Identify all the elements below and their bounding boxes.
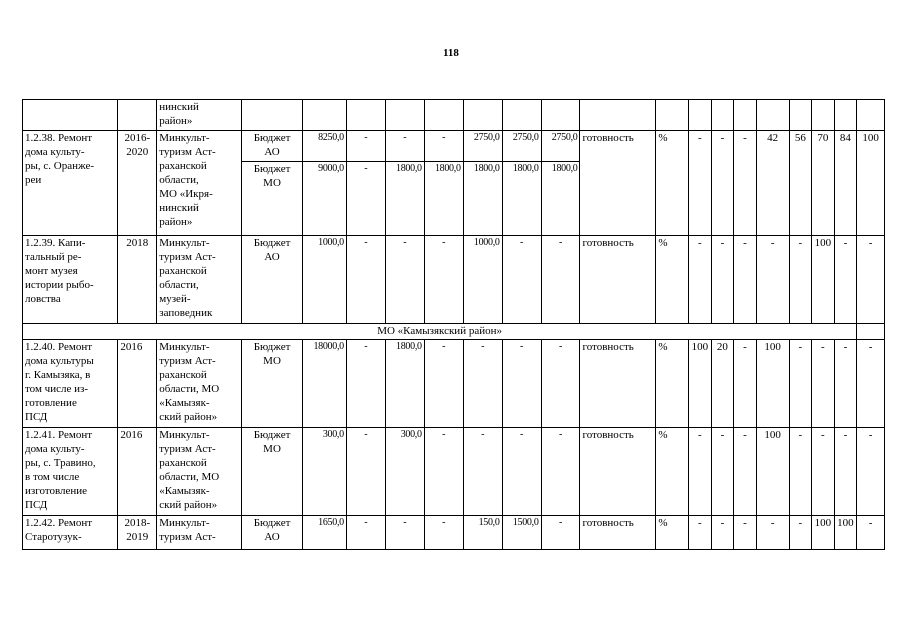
target-value: - <box>756 516 789 550</box>
target-value: - <box>812 340 835 428</box>
year-value: - <box>541 340 580 428</box>
target-value: - <box>789 340 812 428</box>
target-value: 100 <box>689 340 712 428</box>
target-value: 20 <box>711 340 734 428</box>
table-row-1-2-42 <box>23 516 885 550</box>
unit-cell: % <box>656 340 689 428</box>
indicator-cell: готовность <box>580 236 656 324</box>
unit-cell: % <box>656 236 689 324</box>
target-value: 100 <box>756 340 789 428</box>
year-value: - <box>541 516 580 550</box>
unit-cell: % <box>656 131 689 236</box>
target-value: - <box>857 428 885 516</box>
total-cell: 8250,0 <box>302 131 346 162</box>
years-cell: 2016 <box>118 340 157 428</box>
year-value: 2750,0 <box>502 131 541 162</box>
target-value: 70 <box>812 131 835 236</box>
table-row-1-2-39 <box>23 236 885 324</box>
year-value: - <box>541 236 580 324</box>
funding-source: Бюджет МО <box>242 162 302 236</box>
total-cell: 18000,0 <box>302 340 346 428</box>
target-value: - <box>857 516 885 550</box>
year-value: 150,0 <box>463 516 502 550</box>
target-value: - <box>834 340 857 428</box>
activity-name: 1.2.39. Капи- тальный ре- монт музея истории рыбо- ловства <box>23 236 118 324</box>
executor-cell: Минкульт- туризм Аст- раханской области, музей- заповедник <box>157 236 242 324</box>
year-value: - <box>385 236 424 324</box>
table-row-1-2-38 <box>23 131 885 162</box>
year-value: 2750,0 <box>463 131 502 162</box>
executor-cell: Минкульт- туризм Аст- <box>157 516 242 550</box>
year-value: 1800,0 <box>385 162 424 236</box>
target-value: - <box>689 131 712 236</box>
target-value: - <box>689 428 712 516</box>
target-value: 100 <box>812 236 835 324</box>
year-value: - <box>385 131 424 162</box>
year-value: - <box>346 428 385 516</box>
target-value: - <box>734 516 757 550</box>
year-value: - <box>541 428 580 516</box>
target-value: - <box>734 236 757 324</box>
program-table <box>22 99 885 550</box>
activity-name: 1.2.42. Ремонт Старотузук- <box>23 516 118 550</box>
total-cell: 300,0 <box>302 428 346 516</box>
activity-name: 1.2.40. Ремонт дома культуры г. Камызяка, в том числе из- готовление ПСД <box>23 340 118 428</box>
year-value: - <box>502 236 541 324</box>
section-header-row <box>23 324 885 340</box>
year-value: - <box>502 428 541 516</box>
target-value: 56 <box>789 131 812 236</box>
target-value: 100 <box>834 516 857 550</box>
funding-source: Бюджет АО <box>242 131 302 162</box>
year-value: - <box>346 236 385 324</box>
target-value: 100 <box>756 428 789 516</box>
table-row-continuation <box>23 100 885 131</box>
target-value: - <box>857 340 885 428</box>
year-value: - <box>346 131 385 162</box>
target-value: - <box>734 131 757 236</box>
year-value: 2750,0 <box>541 131 580 162</box>
year-value: - <box>424 236 463 324</box>
target-value: - <box>834 236 857 324</box>
years-cell: 2018 <box>118 236 157 324</box>
target-value: - <box>711 131 734 236</box>
indicator-cell: готовность <box>580 516 656 550</box>
year-value: - <box>502 340 541 428</box>
total-cell: 9000,0 <box>302 162 346 236</box>
year-value: - <box>424 131 463 162</box>
target-value: - <box>756 236 789 324</box>
target-value: 100 <box>857 131 885 236</box>
year-value: 300,0 <box>385 428 424 516</box>
target-value: - <box>834 428 857 516</box>
target-value: - <box>789 236 812 324</box>
year-value: 1000,0 <box>463 236 502 324</box>
executor-cell: Минкульт- туризм Аст- раханской области, МО «Камызяк- ский район» <box>157 340 242 428</box>
activity-name: 1.2.41. Ремонт дома культу- ры, с. Травино, в том числе изготовление ПСД <box>23 428 118 516</box>
year-value: - <box>346 516 385 550</box>
target-value: - <box>711 428 734 516</box>
table-row-1-2-40 <box>23 340 885 428</box>
activity-name: 1.2.38. Ремонт дома культу- ры, с. Оранже- реи <box>23 131 118 236</box>
section-title: МО «Камызякский район» <box>23 324 857 340</box>
year-value: - <box>424 428 463 516</box>
indicator-cell: готовность <box>580 340 656 428</box>
target-value: - <box>789 428 812 516</box>
unit-cell: % <box>656 428 689 516</box>
total-cell: 1000,0 <box>302 236 346 324</box>
target-value: 84 <box>834 131 857 236</box>
target-value: - <box>689 516 712 550</box>
executor-cell: нинский район» <box>157 100 242 131</box>
target-value: - <box>689 236 712 324</box>
table-row-1-2-41 <box>23 428 885 516</box>
target-value: - <box>734 340 757 428</box>
executor-cell: Минкульт- туризм Аст- раханской области, МО «Икря- нинский район» <box>157 131 242 236</box>
years-cell: 2018- 2019 <box>118 516 157 550</box>
executor-cell: Минкульт- туризм Аст- раханской области, МО «Камызяк- ский район» <box>157 428 242 516</box>
target-value: - <box>711 236 734 324</box>
target-value: - <box>734 428 757 516</box>
target-value: 100 <box>812 516 835 550</box>
funding-source: Бюджет АО <box>242 236 302 324</box>
target-value: - <box>711 516 734 550</box>
funding-source: Бюджет МО <box>242 340 302 428</box>
indicator-cell: готовность <box>580 131 656 236</box>
year-value: - <box>346 162 385 236</box>
target-value: - <box>789 516 812 550</box>
funding-source: Бюджет МО <box>242 428 302 516</box>
year-value: - <box>463 428 502 516</box>
funding-source: Бюджет АО <box>242 516 302 550</box>
year-value: 1500,0 <box>502 516 541 550</box>
indicator-cell: готовность <box>580 428 656 516</box>
year-value: 1800,0 <box>385 340 424 428</box>
year-value: 1800,0 <box>424 162 463 236</box>
total-cell: 1650,0 <box>302 516 346 550</box>
year-value: - <box>424 516 463 550</box>
target-value: - <box>857 236 885 324</box>
years-cell: 2016 <box>118 428 157 516</box>
year-value: - <box>385 516 424 550</box>
year-value: 1800,0 <box>463 162 502 236</box>
target-value: 42 <box>756 131 789 236</box>
year-value: 1800,0 <box>541 162 580 236</box>
year-value: - <box>346 340 385 428</box>
page-number: 118 <box>443 47 459 59</box>
year-value: - <box>463 340 502 428</box>
year-value: 1800,0 <box>502 162 541 236</box>
years-cell: 2016- 2020 <box>118 131 157 236</box>
unit-cell: % <box>656 516 689 550</box>
target-value: - <box>812 428 835 516</box>
year-value: - <box>424 340 463 428</box>
